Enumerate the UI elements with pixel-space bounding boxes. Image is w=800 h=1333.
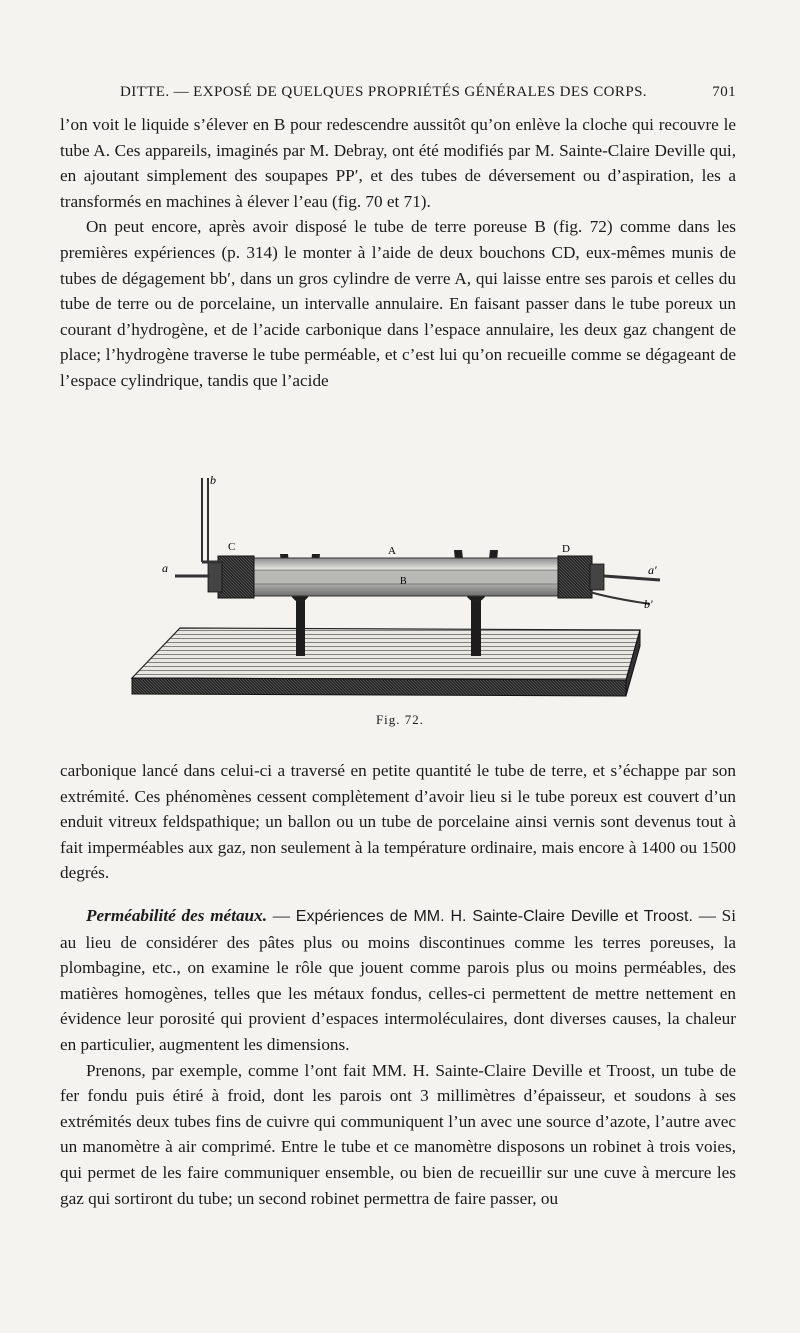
label-b-prime: b′ xyxy=(644,597,653,611)
wooden-base xyxy=(132,628,640,696)
label-b: b xyxy=(210,473,216,487)
text-block-middle xyxy=(60,758,736,886)
page-number: 701 xyxy=(712,84,736,100)
paragraph: l’on voit le liquide s’élever en B pour redescendre aussitôt qu’on enlève la cloche qui recouvre le tube A. Ces appareils, imaginés par M. Debray, ont été modifiés par M. Sainte-Claire Deville qui, en ajoutant simplement des soupapes PP′, et des tubes de déversement ou d’aspiration, les a transformés en machines à élever l’eau (fig. 70 et 71). xyxy=(60,115,736,211)
label-cylinder-a: A xyxy=(388,545,396,557)
label-tube-b: B xyxy=(400,576,407,587)
paragraph: Prenons, par exemple, comme l’ont fait MM. H. Sainte-Claire Deville et Troost, un tube de fer fondu puis étiré à froid, dont les parois ont 3 millimètres d’épaisseur, et soudons à ses extrémités deux tubes fins de cuivre qui communiquent l’un avec une source d’azote, l’autre avec un manomètre à air comprimé. Entre le tube et ce manomètre disposons un robinet à trois voies, qui permet de les faire communiquer ensemble, ou bien de recueillir sur une cuve à mercure les gaz qui sortiront du tube; un second robinet permettra de faire passer, ou xyxy=(60,1060,736,1208)
stopper-d xyxy=(558,556,604,598)
tube-b xyxy=(202,478,222,562)
figure-caption: Fig. 72. xyxy=(375,712,425,727)
text-block-bottom xyxy=(60,903,736,1211)
tube-b-prime xyxy=(590,592,650,604)
section-paragraph xyxy=(60,903,736,1058)
label-a-prime: a′ xyxy=(648,563,657,577)
figure-72-apparatus xyxy=(120,458,680,698)
section-lead: Expériences de MM. H. Sainte-Claire Deville et Troost. xyxy=(295,908,693,925)
paragraph: On peut encore, après avoir disposé le tube de terre poreuse B (fig. 72) comme dans les premières expériences (p. 314) le monter à l’aide de deux bouchons CD, eux-mêmes munis de tubes de dégagement bb′, dans un gros cylindre de verre A, qui laisse entre ses parois et celles du tube de terre ou de porcelaine, un intervalle annulaire. En faisant passer dans le tube poreux un courant d’hydrogène, et de l’acide carbonique dans l’espace annulaire, les deux gaz changent de place; l’hydrogène traverse le tube perméable, et c’est lui qu’on recueille comme se dégageant de l’espace cylindrique, tandis que l’acide xyxy=(60,217,736,390)
section-title: Perméabilité des métaux. xyxy=(86,906,268,925)
label-d: D xyxy=(562,543,570,555)
label-a: a xyxy=(162,561,168,575)
paragraph: carbonique lancé dans celui-ci a traversé en petite quantité le tube de terre, et s’échappe par son extrémité. Ces phénomènes cessent complètement d’avoir lieu si le tube poreux est couvert d’un enduit vitreux feldspathique; un ballon ou un tube de porcelaine ainsi vernis sont devenus tout à fait imperméables aux gaz, non seulement à la température ordinaire, mais encore à 1400 ou 1500 degrés. xyxy=(60,761,736,883)
label-c: C xyxy=(228,541,236,553)
section-text: — Si au lieu de considérer des pâtes plus ou moins discontinues comme les terres poreuses, la plombagine, etc., on examine le rôle que jouent comme parois plus ou moins perméables, des matières homogènes, telles que les métaux fondus, celles-ci permettent de mettre nettement en évidence leur porosité qui provient d’espaces intermoléculaires, dont diverses causes, la chaleur en particulier, augmentent les dimensions. xyxy=(60,906,737,1054)
header-title: DITTE. — EXPOSÉ DE QUELQUES PROPRIÉTÉS GÉNÉRALES DES CORPS. xyxy=(120,84,647,100)
text-block-top xyxy=(60,112,736,394)
section-dash: — xyxy=(267,906,296,925)
